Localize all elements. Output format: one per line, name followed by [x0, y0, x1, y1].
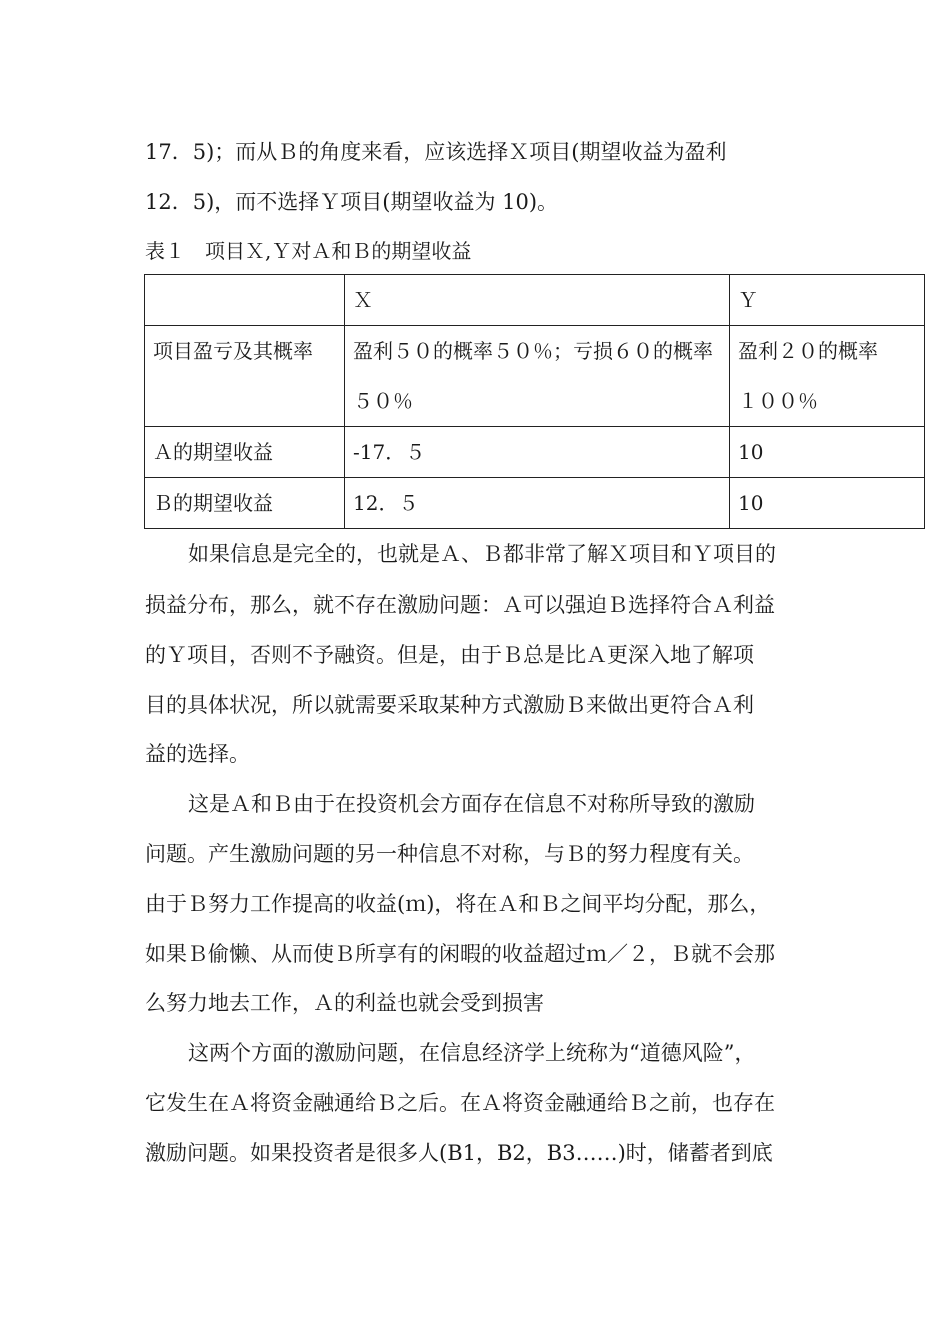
table-cell-line: ５０％ — [353, 389, 413, 413]
text-line: 的Ｙ项目，否则不予融资。但是，由于Ｂ总是比Ａ更深入地了解项 — [145, 643, 754, 667]
table-header-row — [145, 275, 925, 326]
text-line: 由于Ｂ努力工作提高的收益(ｍ)，将在Ａ和Ｂ之间平均分配，那么， — [145, 892, 771, 916]
table-header-cell — [145, 275, 345, 326]
table-cell-line: １００％ — [738, 389, 818, 413]
table-header-cell: Ｘ — [345, 275, 730, 326]
text-line: 这是Ａ和Ｂ由于在投资机会方面存在信息不对称所导致的激励 — [188, 792, 755, 816]
table-cell: 10 — [730, 427, 925, 478]
table-row — [145, 326, 925, 427]
table-cell: 10 — [730, 478, 925, 529]
text-line: 激励问题。如果投资者是很多人(B1，B2，B3……)时，储蓄者到底 — [145, 1141, 773, 1165]
table-caption: 表１ 项目Ｘ,Ｙ对Ａ和Ｂ的期望收益 — [145, 239, 472, 263]
text-line: 如果Ｂ偷懒、从而使Ｂ所享有的闲暇的收益超过ｍ／２，Ｂ就不会那 — [145, 942, 775, 966]
text-line: 么努力地去工作，Ａ的利益也就会受到损害 — [145, 991, 544, 1015]
text-line: 损益分布，那么，就不存在激励问题：Ａ可以强迫Ｂ选择符合Ａ利益 — [145, 593, 775, 617]
text-line: 目的具体状况，所以就需要采取某种方式激励Ｂ来做出更符合Ａ利 — [145, 693, 754, 717]
table-cell-line: 盈利２０的概率 — [738, 339, 878, 363]
table-cell-label: 项目盈亏及其概率 — [145, 326, 345, 427]
table-cell: -17．５ — [345, 427, 730, 478]
text-line: 12．5)，而不选择Ｙ项目(期望收益为 10)。 — [145, 190, 559, 214]
expected-return-table — [144, 274, 925, 529]
table-cell-line: 盈利５０的概率５０％；亏损６０的概率 — [353, 339, 713, 363]
table-header-cell: Ｙ — [730, 275, 925, 326]
text-line: 17．5)；而从Ｂ的角度来看，应该选择Ｘ项目(期望收益为盈利 — [145, 140, 727, 164]
text-line: 问题。产生激励问题的另一种信息不对称，与Ｂ的努力程度有关。 — [145, 842, 754, 866]
table-cell — [730, 326, 925, 427]
table-row — [145, 478, 925, 529]
text-line: 如果信息是完全的，也就是Ａ、Ｂ都非常了解Ｘ项目和Ｙ项目的 — [188, 542, 776, 566]
table-cell-label: Ｂ的期望收益 — [145, 478, 345, 529]
text-line: 它发生在Ａ将资金融通给Ｂ之后。在Ａ将资金融通给Ｂ之前，也存在 — [145, 1091, 775, 1115]
text-line: 这两个方面的激励问题，在信息经济学上统称为“道德风险”， — [188, 1041, 756, 1065]
table-row — [145, 427, 925, 478]
table-cell: 12．５ — [345, 478, 730, 529]
table-cell-label: Ａ的期望收益 — [145, 427, 345, 478]
table-cell — [345, 326, 730, 427]
text-line: 益的选择。 — [145, 742, 250, 766]
